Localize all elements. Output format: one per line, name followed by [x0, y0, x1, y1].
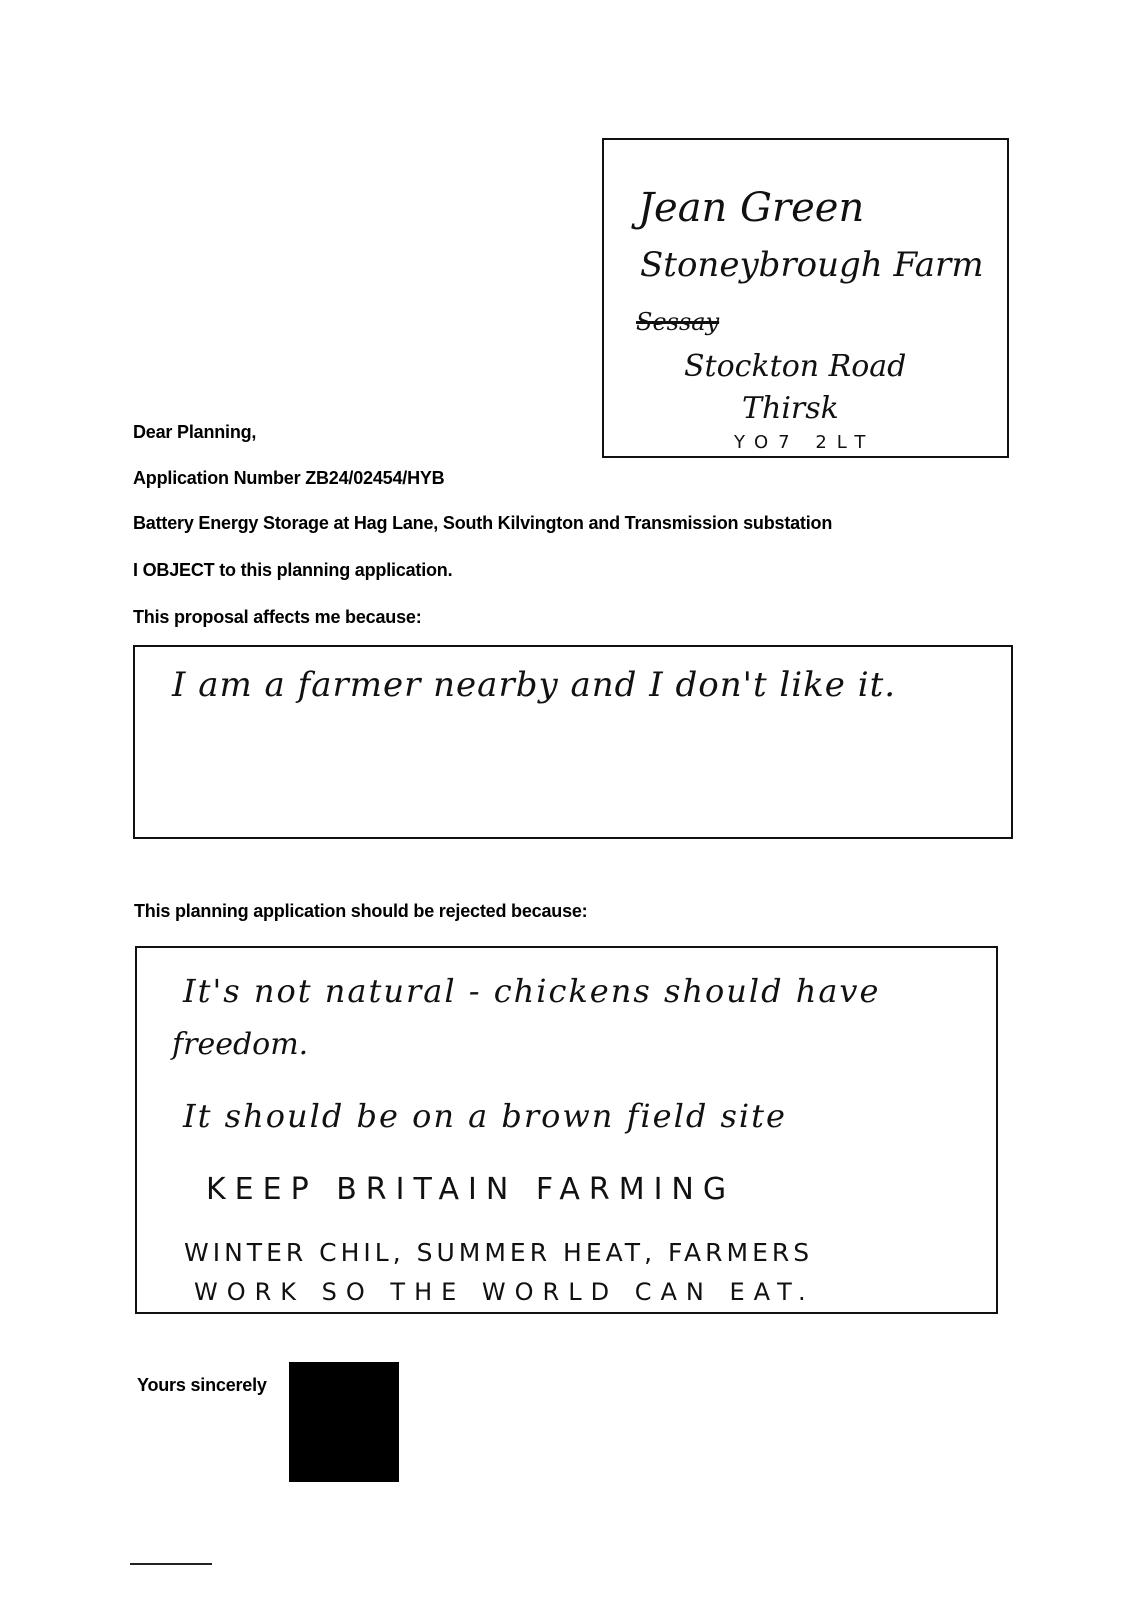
signature-redaction	[289, 1362, 399, 1482]
rejected-line-4: KEEP BRITAIN FARMING	[206, 1172, 736, 1207]
address-postcode: YO7 2LT	[734, 432, 876, 453]
application-number: Application Number ZB24/02454/HYB	[133, 468, 445, 488]
rejected-line-2: freedom.	[172, 1027, 309, 1062]
subject-line: Battery Energy Storage at Hag Lane, South Kilvington and Transmission substation	[133, 513, 833, 533]
rejected-label: This planning application should be rejected because:	[134, 901, 588, 921]
salutation: Dear Planning,	[133, 422, 257, 442]
footer-rule	[130, 1563, 212, 1565]
signoff: Yours sincerely	[137, 1375, 267, 1395]
rejected-line-6: WORK SO THE WORLD CAN EAT.	[194, 1278, 815, 1306]
address-struck-line: Sessay	[636, 308, 720, 336]
address-town: Thirsk	[742, 391, 839, 426]
rejected-line-3: It should be on a brown field site	[183, 1097, 787, 1135]
affects-label: This proposal affects me because:	[133, 607, 422, 627]
affects-text: I am a farmer nearby and I don't like it.	[172, 665, 897, 705]
objection-line: I OBJECT to this planning application.	[133, 560, 453, 580]
address-farm: Stoneybrough Farm	[640, 245, 984, 285]
rejected-line-1: It's not natural - chickens should have	[183, 972, 881, 1010]
rejected-line-5: WINTER CHIL, SUMMER HEAT, FARMERS	[184, 1238, 814, 1267]
address-name: Jean Green	[638, 185, 865, 231]
address-road: Stockton Road	[684, 349, 907, 384]
